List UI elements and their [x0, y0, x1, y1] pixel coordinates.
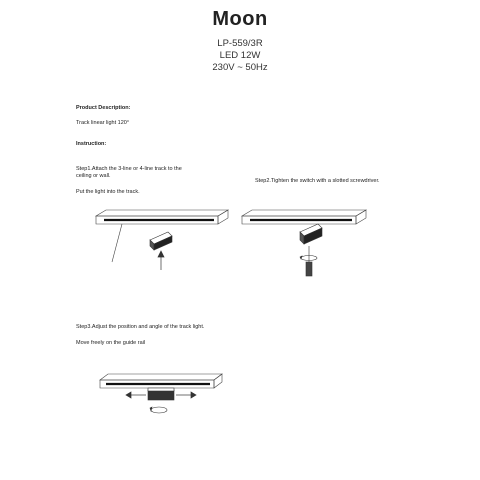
voltage-rating: 230V ~ 50Hz: [212, 62, 268, 73]
step3-track-rail: [100, 374, 222, 388]
slide-left-arrow: [126, 392, 146, 398]
rotate-arrow: [150, 407, 167, 413]
product-title: Moon: [212, 8, 268, 30]
step1-note: Put the light into the track.: [76, 189, 140, 195]
slide-right-arrow: [176, 392, 196, 398]
description-text: Track linear light 120°: [76, 120, 130, 126]
power-rating: LED 12W: [219, 50, 261, 61]
step3-note: Move freely on the guide rail: [76, 340, 146, 346]
step3-light-module: [148, 388, 174, 400]
step1-line2: ceiling or wall.: [76, 173, 111, 179]
step3-text: Step3.Adjust the position and angle of the track light.: [76, 324, 205, 330]
step1-line1: Step1.Attach the 3-line or 4-line track to the: [76, 166, 182, 172]
instruction-heading: Instruction:: [76, 141, 107, 147]
model-number: LP-559/3R: [217, 38, 263, 49]
description-heading: Product Description:: [76, 105, 131, 111]
step2-text: Step2.Tighten the switch with a slotted screwdriver.: [255, 178, 380, 184]
